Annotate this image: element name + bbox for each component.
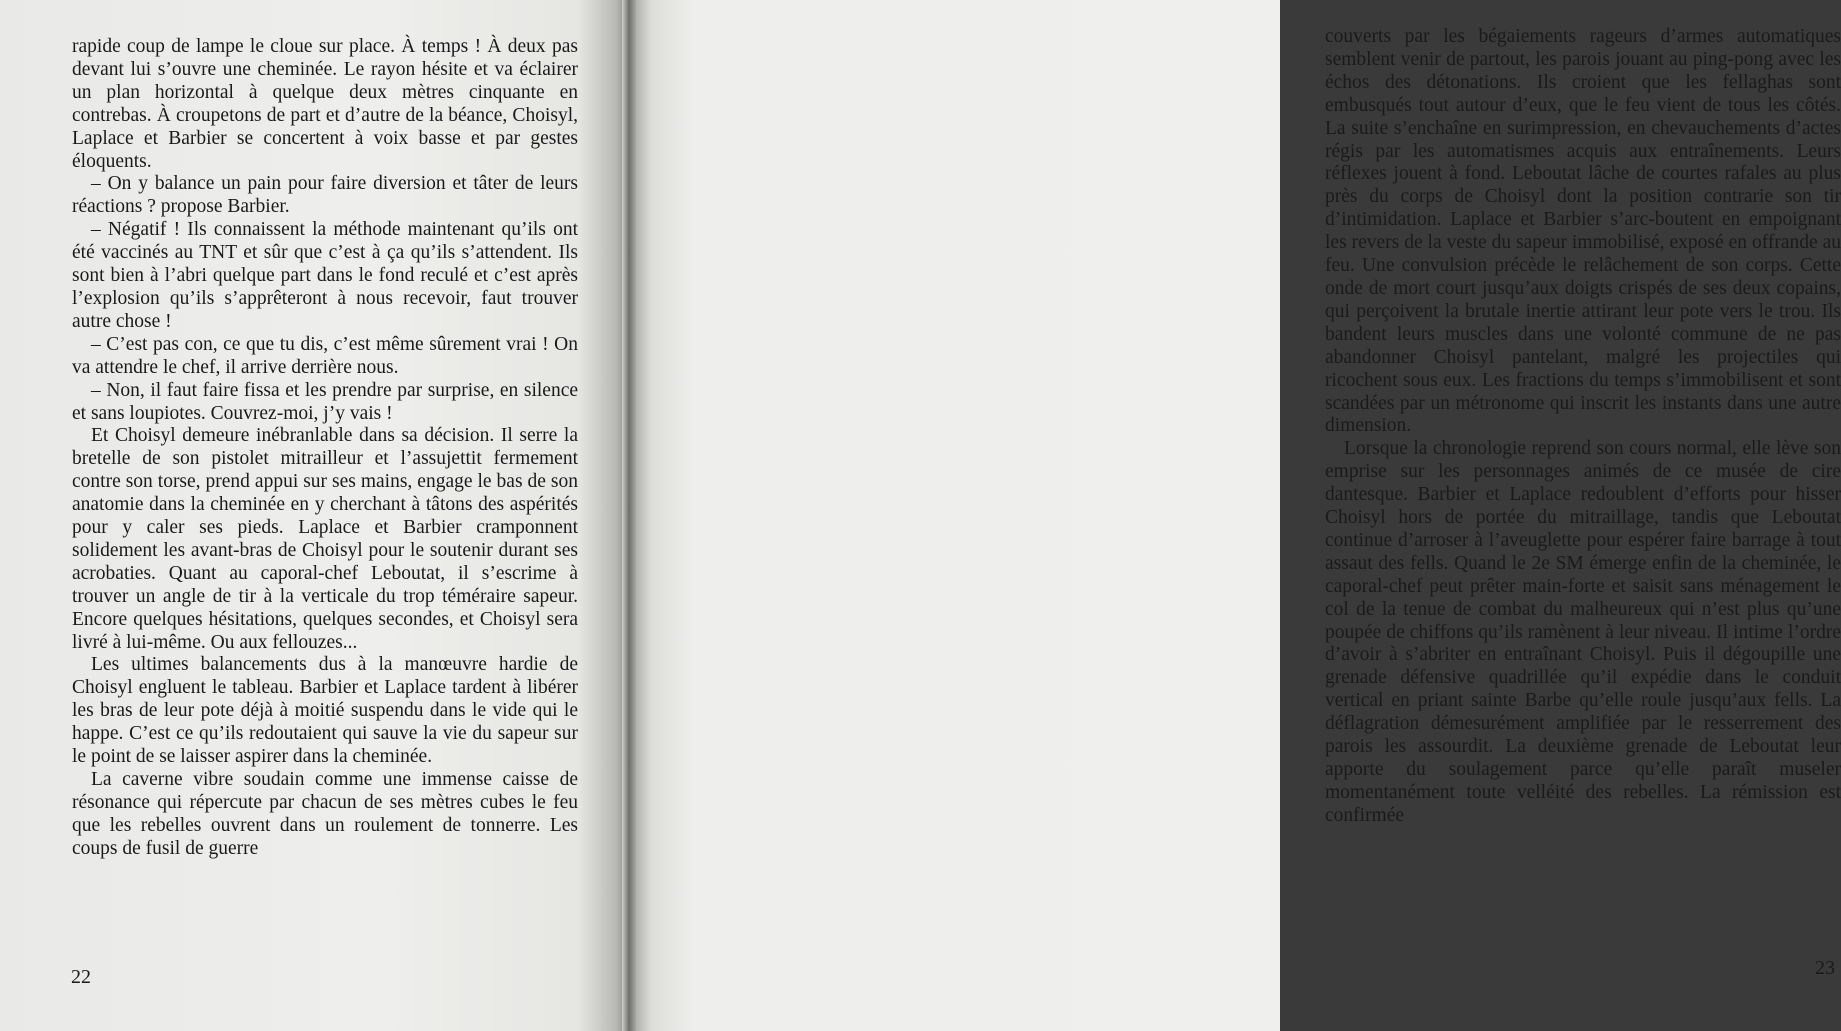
paragraph: Lorsque la chronologie reprend son cours normal, elle lève son emprise sur les personnages animés de ce musée de cire dantesque. Barbier et Laplace redoublent d’efforts pour hisser Choisyl hors de portée du mitraillage, tandis que Leboutat continue d’arroser à l’aveuglette pour espérer faire barrage à tout assaut des fells. Quand le 2e SM émerge enfin de la cheminée, le caporal-chef peut prêter main-forte et saisit sans ménagement le col de la tenue de combat du malheureux qui n’est plus qu’une poupée de chiffons qu’ils ramènent à leur niveau. Il intime l’ordre d’avoir à s’abriter en entraînant Choisyl. Puis il dégoupille une grenade défensive quadrillée qu’il expédie dans le conduit vertical en priant sainte Barbe qu’elle roule jusqu’aux fells. La déflagration démesurément amplifiée par le resserrement des parois les assourdit. La deuxième grenade de Leboutat leur apporte du soulagement parce qu’elle paraît museler momentanément toute velléité des rebelles. La rémission est confirmée bbox=[1325, 438, 1841, 826]
left-page bbox=[0, 0, 628, 1031]
paragraph: couverts par les bégaiements rageurs d’armes automatiques semblent venir de partout, les parois jouant au ping-pong avec les échos des détonations. Ils croient que les fellaghas sont embusqués tout autour d’eux, que le feu vient de tous les côtés. La suite s’enchaîne en surimpression, en chevauchements d’actes régis par les automatismes acquis aux entraînements. Leurs réflexes jouent à fond. Leboutat lâche de courtes rafales au plus près du corps de Choisyl dont la position contrarie son tir d’intimidation. Laplace et Barbier s’arc-boutent en empoignant les revers de la veste du sapeur immobilisé, exposé en offrande au feu. Une convulsion précède le relâchement de son corps. Cette onde de mort court jusqu’aux doigts crispés de ses deux copains, qui perçoivent la brutale inertie attirant leur pote vers le trou. Ils bandent leurs muscles dans une volonté commune de ne pas abandonner Choisyl pantelant, malgré les projectiles qui ricochent sous eux. Les fractions du temps s’immobilisent et sont scandées par un métronome qui inscrit les instants dans une autre dimension. bbox=[1325, 26, 1841, 437]
right-page bbox=[628, 0, 1841, 1031]
paragraph: – On y balance un pain pour faire diversion et tâter de leurs réactions ? propose Barbier. bbox=[72, 173, 578, 218]
paragraph: – Non, il faut faire fissa et les prendre par surprise, en silence et sans loupiotes. Couvrez-moi, j’y vais ! bbox=[72, 379, 578, 424]
paragraph: – Négatif ! Ils connaissent la méthode maintenant qu’ils ont été vaccinés au TNT et sûr que c’est à ça qu’ils s’attendent. Ils sont bien à l’abri quelque part dans le fond reculé et c’est après l’explosion qu’ils s’apprêteront à nous recevoir, faut trouver autre chose ! bbox=[72, 219, 578, 332]
paragraph: – C’est pas con, ce que tu dis, c’est même sûrement vrai ! On va attendre le chef, il arrive derrière nous. bbox=[72, 333, 578, 378]
right-page-text bbox=[1325, 26, 1841, 828]
paragraph: La caverne vibre soudain comme une immense caisse de résonance qui répercute par chacun de ses mètres cubes le feu que les rebelles ouvrent dans un roulement de tonnerre. Les coups de fusil de guerre bbox=[72, 769, 578, 859]
page-number: 22 bbox=[71, 966, 91, 988]
book-gutter bbox=[622, 0, 636, 1031]
left-page-text bbox=[72, 36, 578, 861]
paragraph: Et Choisyl demeure inébranlable dans sa décision. Il serre la bretelle de son pistolet mitrailleur et l’assujettit fermement contre son torse, prend appui sur ses mains, engage le bas de son anatomie dans la cheminée en y cherchant à tâtons des aspérités pour y caler ses pieds. Laplace et Barbier cramponnent solidement les avant-bras de Choisyl pour le soutenir durant ses acrobaties. Quant au caporal-chef Leboutat, il s’escrime à trouver un angle de tir à la verticale du trop téméraire sapeur. Encore quelques hésitations, quelques secondes, et Choisyl sera livré à lui-même. Ou aux fellouzes... bbox=[72, 425, 578, 653]
page-number: 23 bbox=[1815, 957, 1835, 979]
paragraph: Les ultimes balancements dus à la manœuvre hardie de Choisyl engluent le tableau. Barbier et Laplace tardent à libérer les bras de leur pote déjà à moitié suspendu dans le vide qui le happe. C’est ce qu’ils redoutaient qui sauve la vie du sapeur sur le point de se laisser aspirer dans la cheminée. bbox=[72, 654, 578, 768]
paragraph: rapide coup de lampe le cloue sur place. À temps ! À deux pas devant lui s’ouvre une cheminée. Le rayon hésite et va éclairer un plan horizontal à quelque deux mètres cinquante en contrebas. À croupetons de part et d’autre de la béance, Choisyl, Laplace et Barbier se concertent à voix basse et par gestes éloquents. bbox=[72, 36, 578, 172]
